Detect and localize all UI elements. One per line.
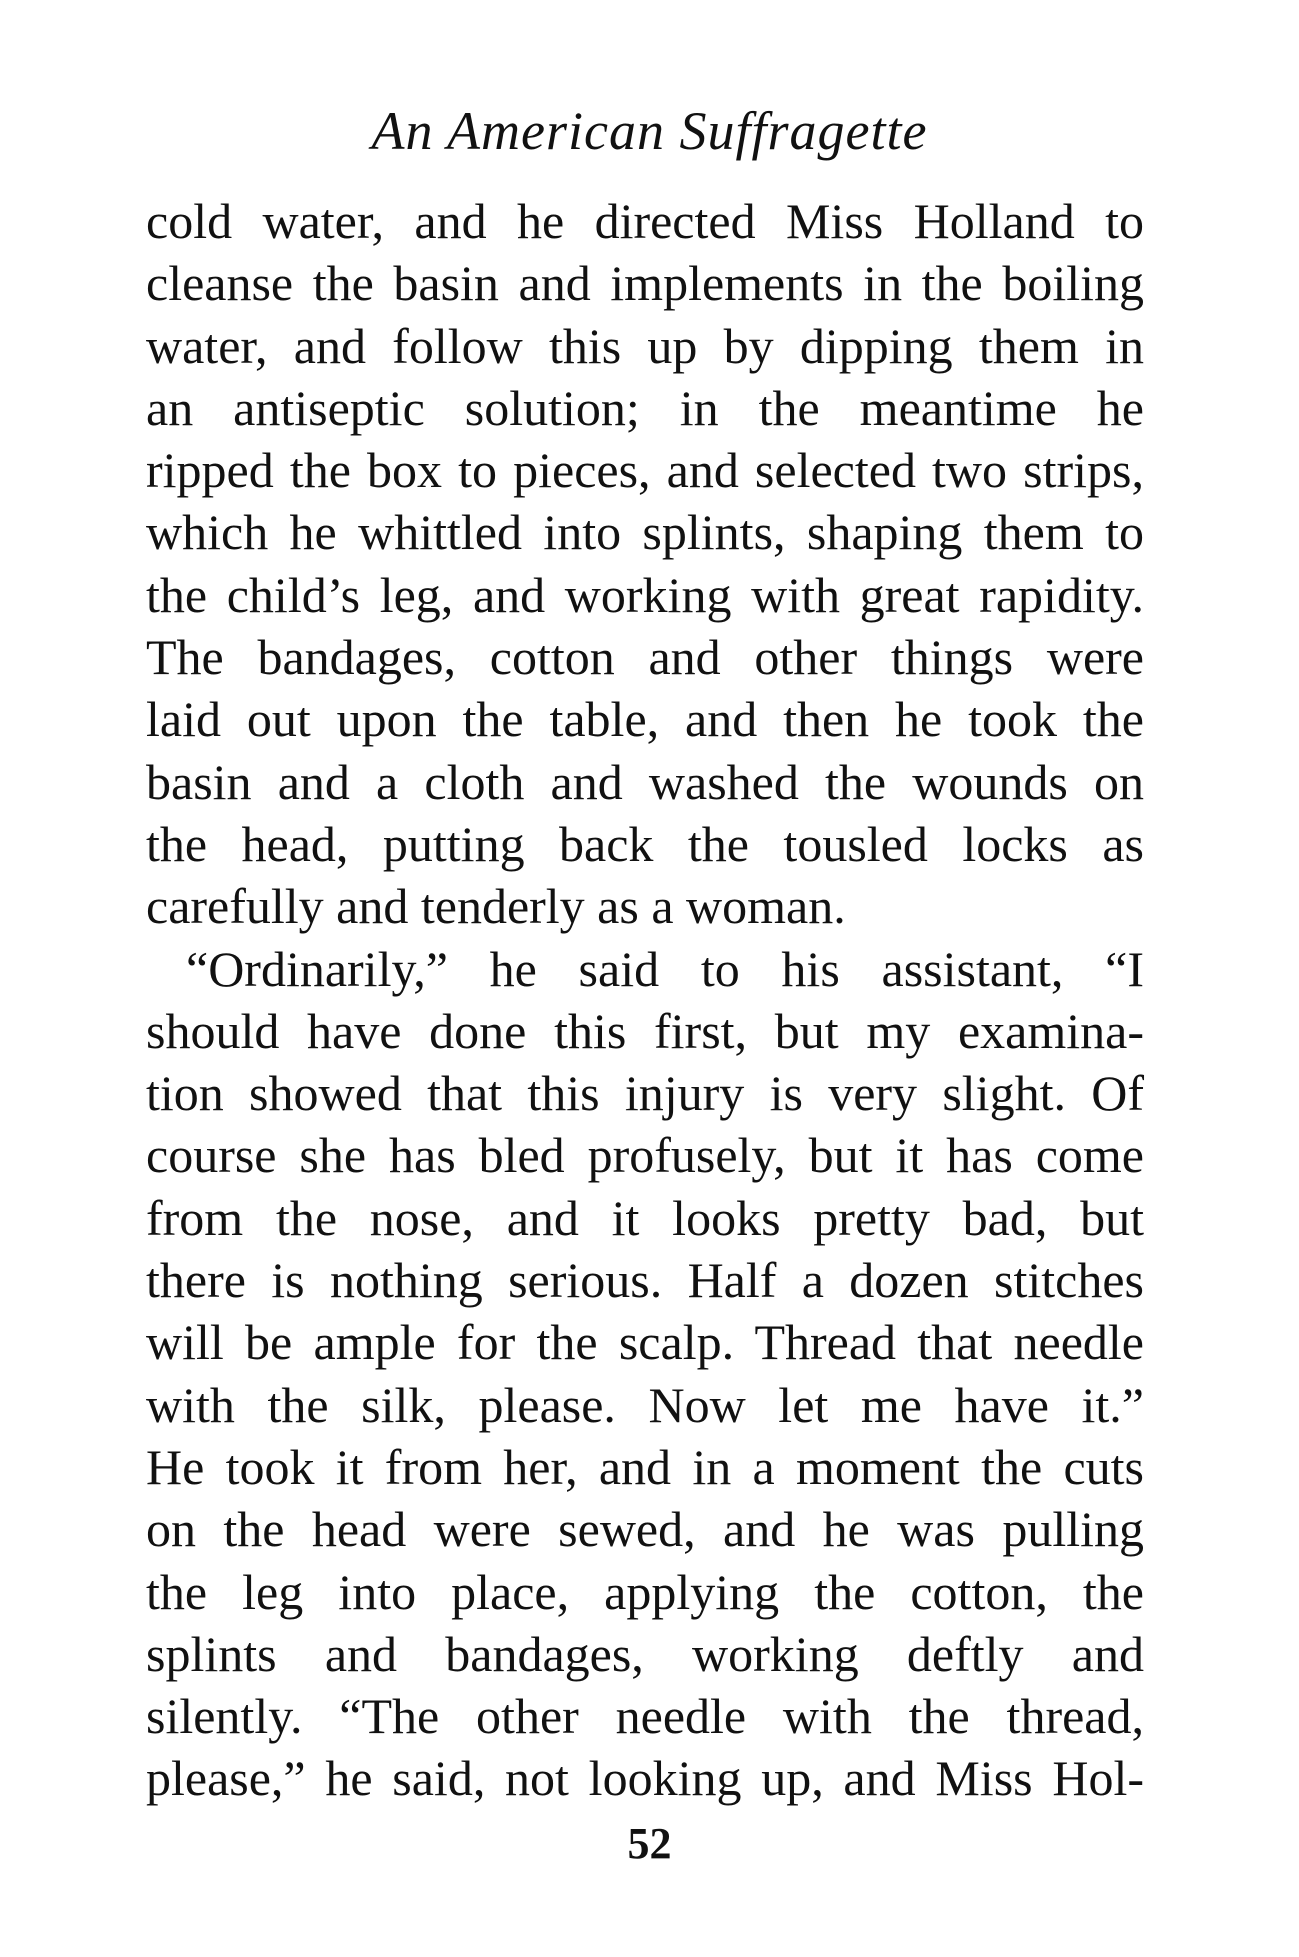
paragraph-end-line: carefully and tenderly as a woman. [146, 878, 846, 935]
text-line: basin and a cloth and washed the wounds on [146, 753, 1144, 810]
running-head: An American Suffragette [371, 101, 928, 161]
text-line: splints and bandages, working deftly and [146, 1625, 1144, 1682]
text-line: the leg into place, applying the cotton, the [146, 1563, 1144, 1620]
page-number: 52 [627, 1819, 672, 1868]
text-line: the child’s leg, and working with great rapidity. [146, 566, 1144, 623]
text-line: ripped the box to pieces, and selected two strips, [146, 442, 1144, 499]
text-line: water, and follow this up by dipping them in [146, 317, 1144, 374]
text-line: the head, putting back the tousled locks as [146, 815, 1144, 872]
text-line: an antiseptic solution; in the meantime he [146, 379, 1144, 436]
text-line: laid out upon the table, and then he took the [146, 691, 1144, 748]
body-text [146, 190, 1144, 1810]
text-line: silently. “The other needle with the thread, [146, 1688, 1144, 1745]
text-line: please,” he said, not looking up, and Miss Hol- [146, 1750, 1144, 1807]
text-line: should have done this first, but my examina- [146, 1002, 1144, 1059]
text-line: which he whittled into splints, shaping them to [146, 504, 1144, 561]
text-line: He took it from her, and in a moment the cuts [146, 1438, 1144, 1495]
text-line: course she has bled profusely, but it has come [146, 1127, 1144, 1184]
text-line: The bandages, cotton and other things were [146, 629, 1144, 686]
text-line: cold water, and he directed Miss Holland to [146, 193, 1144, 249]
text-line: from the nose, and it looks pretty bad, but [146, 1189, 1144, 1246]
text-line: will be ample for the scalp. Thread that needle [146, 1314, 1144, 1371]
paragraph-start-line: “Ordinarily,” he said to his assistant, “I [186, 940, 1144, 997]
text-line: cleanse the basin and implements in the boiling [146, 255, 1144, 312]
text-line: there is nothing serious. Half a dozen stitches [146, 1252, 1144, 1309]
text-line: with the silk, please. Now let me have it.” [146, 1376, 1144, 1433]
text-line: on the head were sewed, and he was pulling [146, 1501, 1144, 1558]
text-line: tion showed that this injury is very slight. Of [146, 1065, 1144, 1122]
